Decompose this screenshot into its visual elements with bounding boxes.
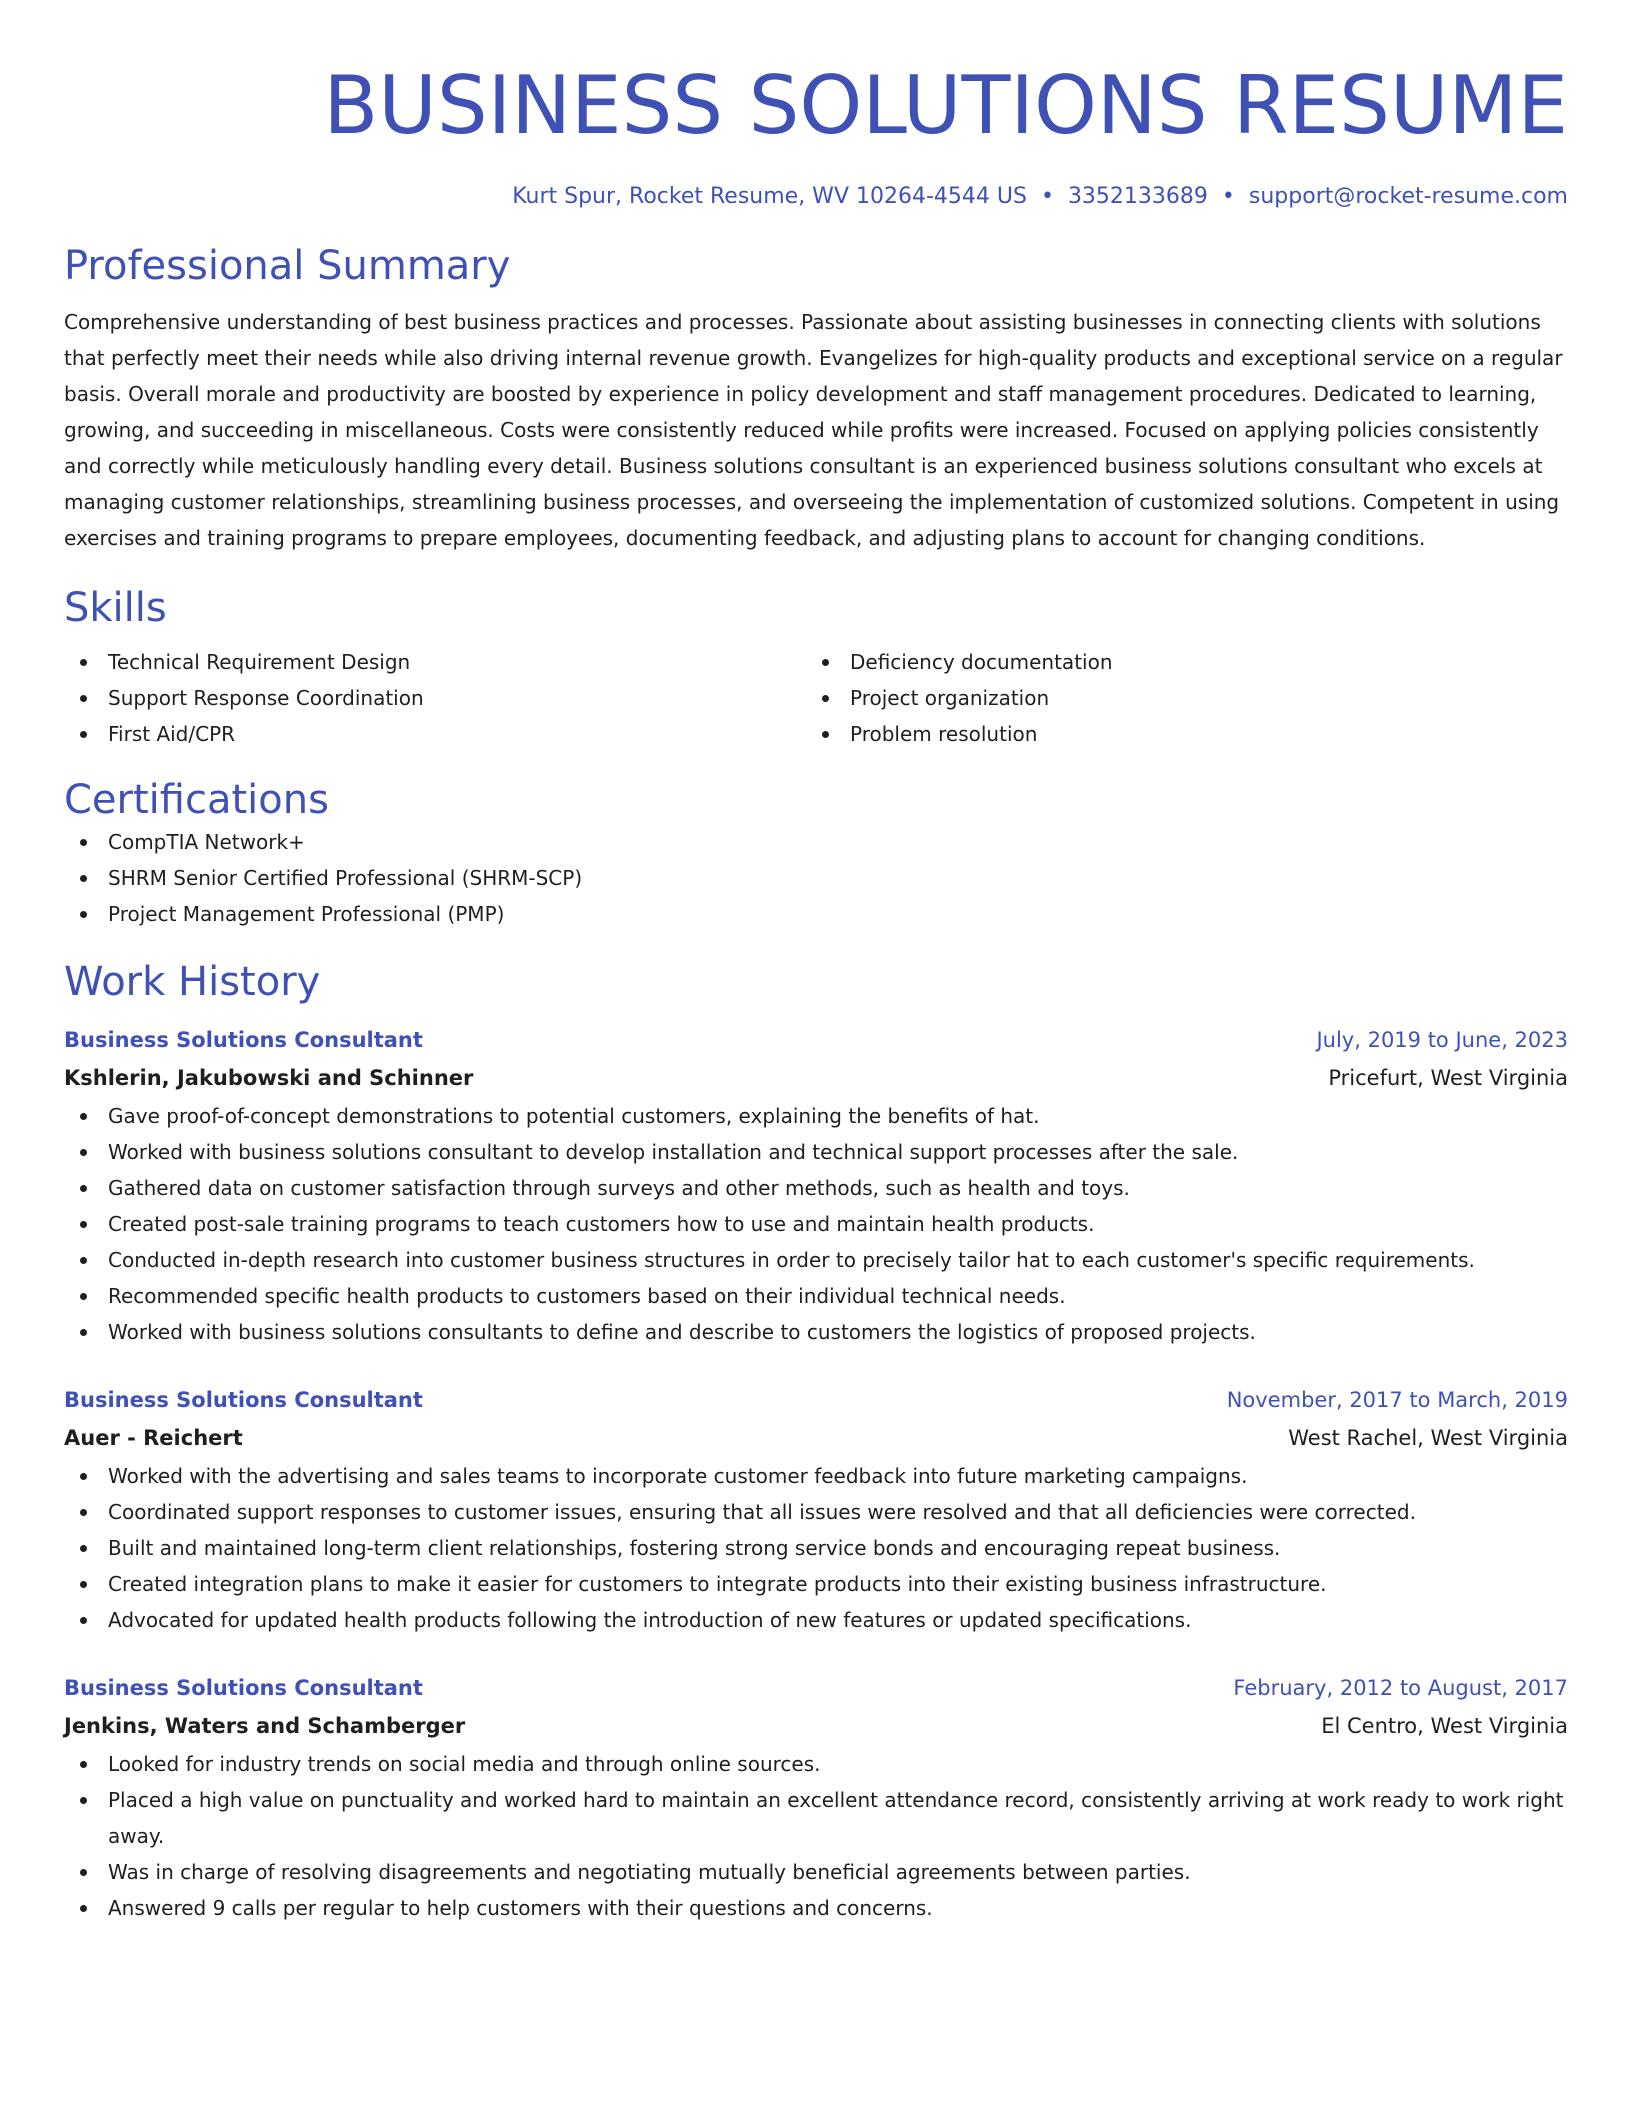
certification-text: Project Management Professional (PMP): [108, 902, 505, 926]
duty-text: Coordinated support responses to customer issues, ensuring that all issues were resolved and that all deficiencies were corrected.: [108, 1500, 1416, 1524]
job-dates: February, 2012 to August, 2017: [1233, 1676, 1568, 1700]
skill-text: Deficiency documentation: [850, 650, 1113, 674]
duty-item: [64, 1602, 1568, 1638]
contact-line: [64, 182, 1568, 212]
bullet-icon: [80, 695, 87, 702]
job-header: [64, 1670, 1568, 1706]
duty-text: Answered 9 calls per regular to help customers with their questions and concerns.: [108, 1896, 933, 1920]
certifications-heading: Certifications: [64, 777, 329, 823]
phone: 3352133689: [1067, 184, 1208, 209]
bullet-icon: [80, 1797, 87, 1804]
summary-text: Comprehensive understanding of best business practices and processes. Passionate about assisting businesses in connecting clients with solutions that perfectly meet their needs while also driving internal revenue growth. Evangelizes for high-quality products and exceptional service on a regular basis. Overall morale and productivity are boosted by experience in policy development and staff management procedures. Dedicated to learning, growing, and succeeding in miscellaneous. Costs were consistently reduced while profits were increased. Focused on applying policies consistently and correctly while meticulously handling every detail. Business solutions consultant is an experienced business solutions consultant who excels at managing customer relationships, streamlining business processes, and overseeing the implementation of customized solutions. Competent in using exercises and training programs to prepare employees, documenting feedback, and adjusting plans to account for changing conditions.: [64, 310, 1563, 550]
duty-text: Gave proof-of-concept demonstrations to potential customers, explaining the benefits of hat.: [108, 1104, 1040, 1128]
duty-item: [64, 1782, 1568, 1854]
duty-item: [64, 1206, 1568, 1242]
job-employer: [64, 1418, 1568, 1458]
duty-item: [64, 1170, 1568, 1206]
bullet-icon: [80, 839, 87, 846]
job-location: West Rachel, West Virginia: [1288, 1426, 1568, 1450]
job-duties: [64, 1458, 1568, 1638]
bullet-icon: [80, 1257, 87, 1264]
bullet-icon: [822, 659, 829, 666]
job-entry: [64, 1670, 1568, 1926]
certification-item: [64, 896, 1568, 932]
bullet-icon: [80, 1293, 87, 1300]
company-name: Kshlerin, Jakubowski and Schinner: [64, 1066, 474, 1090]
bullet-icon: [80, 1149, 87, 1156]
duty-text: Placed a high value on punctuality and worked hard to maintain an excellent attendance record, consistently arriving at work ready to work right away.: [108, 1788, 1564, 1848]
bullet-icon: [80, 731, 87, 738]
job-header: [64, 1382, 1568, 1418]
skill-item: [64, 716, 806, 752]
skill-text: First Aid/CPR: [108, 722, 236, 746]
duty-item: [64, 1458, 1568, 1494]
duty-item: [64, 1314, 1568, 1350]
certifications-list: [64, 824, 1568, 932]
duty-text: Recommended specific health products to customers based on their individual technical needs.: [108, 1284, 1066, 1308]
resume-page: [64, 0, 1568, 1926]
duty-text: Was in charge of resolving disagreements and negotiating mutually beneficial agreements between parties.: [108, 1860, 1191, 1884]
bullet-icon: [80, 1617, 87, 1624]
duty-item: [64, 1566, 1568, 1602]
skill-item: [64, 644, 806, 680]
work-history-heading: Work History: [64, 959, 321, 1005]
duty-text: Worked with the advertising and sales teams to incorporate customer feedback into future marketing campaigns.: [108, 1464, 1248, 1488]
bullet-icon: [80, 1221, 87, 1228]
job-dates: November, 2017 to March, 2019: [1226, 1388, 1568, 1412]
duty-item: [64, 1494, 1568, 1530]
duty-text: Advocated for updated health products following the introduction of new features or updated specifications.: [108, 1608, 1192, 1632]
job-dates: July, 2019 to June, 2023: [1316, 1028, 1568, 1052]
bullet-icon: [80, 1905, 87, 1912]
certification-item: [64, 824, 1568, 860]
summary-heading: Professional Summary: [64, 243, 511, 289]
job-employer: [64, 1706, 1568, 1746]
bullet-icon: [80, 1473, 87, 1480]
duty-text: Created post-sale training programs to teach customers how to use and maintain health products.: [108, 1212, 1095, 1236]
job-entry: [64, 1022, 1568, 1350]
duty-item: [64, 1134, 1568, 1170]
duty-text: Worked with business solutions consultants to define and describe to customers the logistics of proposed projects.: [108, 1320, 1256, 1344]
bullet-icon: [80, 1761, 87, 1768]
bullet-icon: [80, 875, 87, 882]
bullet-icon: [80, 911, 87, 918]
skills-heading: Skills: [64, 585, 167, 631]
duty-item: [64, 1530, 1568, 1566]
skill-text: Support Response Coordination: [108, 686, 424, 710]
skills-list: [64, 644, 1568, 752]
separator: •: [1221, 184, 1235, 209]
job-title: Business Solutions Consultant: [64, 1028, 423, 1052]
skill-item: [806, 644, 1548, 680]
job-title: Business Solutions Consultant: [64, 1676, 423, 1700]
bullet-icon: [80, 1113, 87, 1120]
skill-text: Technical Requirement Design: [108, 650, 411, 674]
skill-item: [806, 680, 1548, 716]
company-name: Auer - Reichert: [64, 1426, 243, 1450]
job-entry: [64, 1382, 1568, 1638]
bullet-icon: [80, 1509, 87, 1516]
email-link[interactable]: support@rocket-resume.com: [1248, 184, 1568, 209]
skill-text: Project organization: [850, 686, 1050, 710]
bullet-icon: [80, 1545, 87, 1552]
duty-item: [64, 1098, 1568, 1134]
bullet-icon: [822, 731, 829, 738]
bullet-icon: [80, 659, 87, 666]
certification-text: SHRM Senior Certified Professional (SHRM-SCP): [108, 866, 583, 890]
skill-item: [64, 680, 806, 716]
separator: •: [1040, 184, 1054, 209]
certification-text: CompTIA Network+: [108, 830, 305, 854]
job-title: Business Solutions Consultant: [64, 1388, 423, 1412]
duty-item: [64, 1890, 1568, 1926]
job-location: Pricefurt, West Virginia: [1328, 1066, 1568, 1090]
duty-text: Gathered data on customer satisfaction through surveys and other methods, such as health and toys.: [108, 1176, 1130, 1200]
job-duties: [64, 1746, 1568, 1926]
skill-item: [806, 716, 1548, 752]
company-name: Jenkins, Waters and Schamberger: [64, 1714, 466, 1738]
bullet-icon: [80, 1581, 87, 1588]
bullet-icon: [80, 1185, 87, 1192]
duty-text: Worked with business solutions consultant to develop installation and technical support processes after the sale.: [108, 1140, 1239, 1164]
duty-item: [64, 1746, 1568, 1782]
bullet-icon: [80, 1329, 87, 1336]
job-header: [64, 1022, 1568, 1058]
duty-item: [64, 1854, 1568, 1890]
address: Kurt Spur, Rocket Resume, WV 10264-4544 US: [512, 184, 1027, 209]
duty-item: [64, 1278, 1568, 1314]
skills-left-column: [64, 644, 806, 752]
job-location: El Centro, West Virginia: [1321, 1714, 1568, 1738]
bullet-icon: [822, 695, 829, 702]
duty-text: Built and maintained long-term client relationships, fostering strong service bonds and encouraging repeat business.: [108, 1536, 1281, 1560]
job-duties: [64, 1098, 1568, 1350]
certification-item: [64, 860, 1568, 896]
skills-right-column: [806, 644, 1548, 752]
duty-text: Created integration plans to make it easier for customers to integrate products into their existing business infrastructure.: [108, 1572, 1327, 1596]
skill-text: Problem resolution: [850, 722, 1038, 746]
job-employer: [64, 1058, 1568, 1098]
bullet-icon: [80, 1869, 87, 1876]
resume-title: BUSINESS SOLUTIONS RESUME: [323, 59, 1568, 152]
duty-item: [64, 1242, 1568, 1278]
duty-text: Looked for industry trends on social media and through online sources.: [108, 1752, 821, 1776]
duty-text: Conducted in-depth research into customer business structures in order to precisely tailor hat to each customer's specific requirements.: [108, 1248, 1475, 1272]
